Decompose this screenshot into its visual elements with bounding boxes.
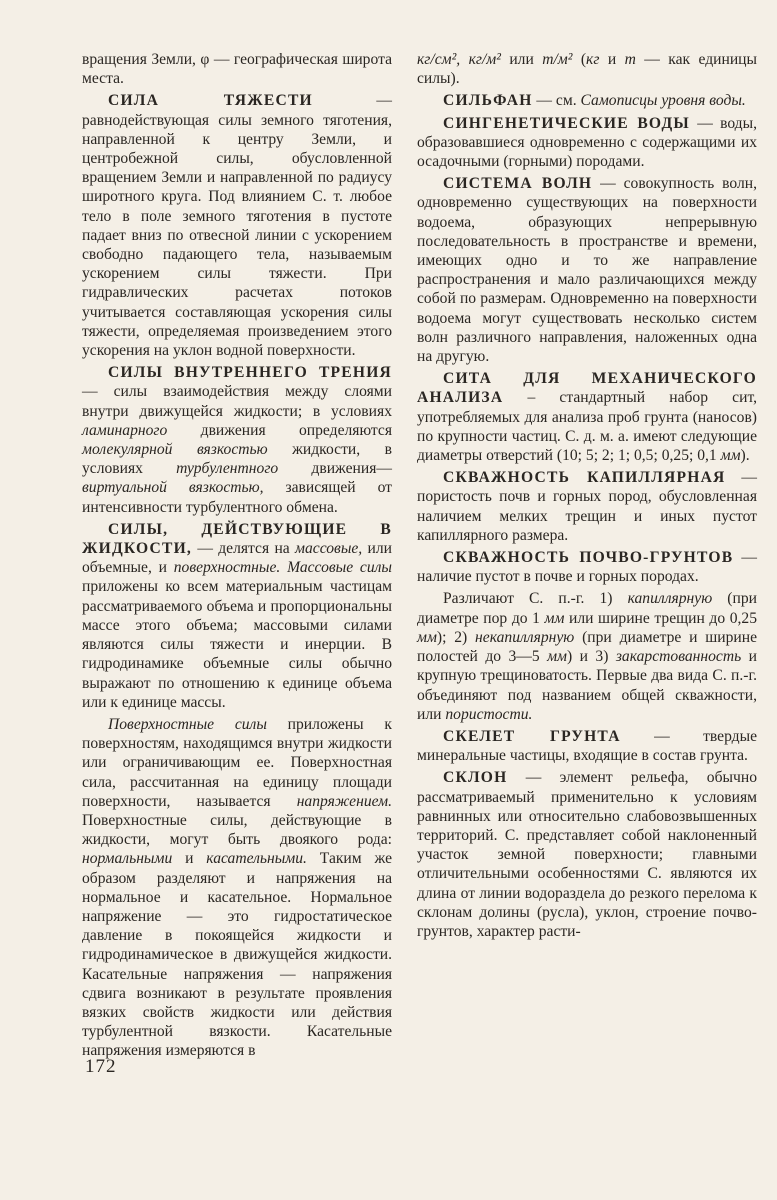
headword: СКЕЛЕТ ГРУНТА — [443, 727, 621, 745]
headword: СКВАЖНОСТЬ ПОЧВО-ГРУНТОВ — [443, 549, 734, 567]
italic-term: кг/см², — [417, 51, 461, 68]
text-run: вращения Земли, φ — географическая широта места. — [82, 51, 392, 88]
entry-paragraph — [82, 91, 392, 360]
headword: СИЛЫ ВНУТРЕННЕГО ТРЕНИЯ — [108, 364, 392, 382]
text-run: Таким же образом разделяют и напряжения на нормальное и касательное. Нормальное напряжение — это гидростатическое давление в покоящейся жидкости и гидродинамическое в движущейся жидкости. Касательные напряжения — напряжения сдвига возникают в результате проявления вязких свойств жидкости или действия турбулентной вязкости. Касательные напряжения измеряются в — [82, 850, 392, 1060]
italic-term: некапиллярную — [475, 628, 575, 646]
text-run: — как единицы силы). — [417, 51, 757, 88]
headword: СИНГЕНЕТИЧЕСКИЕ ВОДЫ — [443, 114, 690, 132]
text-run: – стандартный набор сит, употребляемых для анализа проб грунта (наносов) по крупности частиц. С. д. м. а. имеют следующие диаметры отверстий (10; 5; 2; 1; 0,5; 0,25; 0,1 — [417, 389, 757, 465]
text-run: — воды, образовавшиеся одновременно с содержащими их осадочными (горными) породами. — [417, 114, 757, 171]
text-run: Поверхностные силы, действующие в жидкости, могут быть двоякого рода: — [82, 811, 392, 849]
headword: СКВАЖНОСТЬ КАПИЛЛЯРНАЯ — [443, 469, 726, 487]
italic-term: пористости. — [445, 705, 533, 723]
italic-term: массовые, — [295, 540, 363, 558]
text-run: — твердые минеральные частицы, входящие в состав грунта. — [417, 727, 758, 765]
entry-paragraph — [417, 548, 757, 586]
italic-term: молекулярной вязкостью — [82, 441, 268, 459]
text-run: — делятся на — [192, 540, 296, 558]
text-run: зависящей от интенсивности турбулентного обмена. — [82, 479, 392, 516]
italic-term: поверхностные. — [173, 559, 281, 577]
entry-paragraph — [82, 715, 392, 1061]
text-run: движения— — [278, 460, 392, 478]
headword: СИСТЕМА ВОЛН — [443, 175, 593, 193]
text-run: — равнодействующая силы земного тяготения, направленной к центру Земли, и центробежной силы, обусловленной вращением Земли и направленной по радиусу широтного круга. Под влиянием С. т. любое тело в поле земного тяготения в пустоте падает вниз по отвесной линии с ускорением свободно падающего тела, называемым ускорением силы тяжести. При гидравлических расчетах потоков учитывается составляющая ускорения силы тяжести, определяемая произведением этого ускорения на уклон водной поверхности. — [82, 92, 392, 360]
text-run: — элемент рельефа, обычно рассматриваемый применительно к условиям равнинных или относительно слабовозвышенных территорий. С. представляет собой наклоненный участок земной поверхности; главными отличительными особенностями С. являются их длина от линии водораздела до резкого перелома к склонам долины (русла), уклон, строение почво-грунтов, характер расти- — [417, 769, 757, 940]
italic-term: мм — [417, 628, 437, 646]
text-run: и крупную трещиноватость. Первые два вида С. п.-г. объединяют под названием общей скважности, или — [417, 648, 757, 723]
italic-term: ламинарного — [82, 421, 168, 439]
italic-term: Массовые силы — [287, 559, 392, 577]
text-run: — совокупность волн, одновременно существующих на поверхности водоема, образующих непрерывную последовательность в пространстве и времени, имеющих одно и то же направление распространения и мало различающихся между собой по размерам. Одновременно на поверхности водоема могут существовать несколько систем волн различного направления, наложенных одна на другую. — [417, 175, 758, 366]
entry-paragraph — [417, 174, 757, 366]
italic-term: т/м² — [542, 51, 573, 68]
text-run: приложены к поверхностям, находящимся внутри жидкости или ограничивающим ее. Поверхностная сила, рассчитанная на единицу площади поверхности, называется — [82, 715, 392, 810]
entry-paragraph — [417, 50, 757, 88]
headword: СИЛЬФАН — [443, 92, 533, 110]
italic-term: кг — [586, 51, 600, 68]
italic-term: закарстованность — [615, 648, 742, 666]
italic-term: касательными. — [206, 850, 307, 868]
headword: СИЛЫ, ДЕЙСТВУЮЩИЕ В ЖИДКОСТИ, — [82, 520, 392, 558]
entry-paragraph — [417, 369, 757, 465]
text-run: — см. — [532, 92, 581, 110]
italic-term: кг/м² — [468, 51, 501, 68]
text-run: или объемные, и — [82, 540, 392, 577]
italic-term: мм — [547, 648, 568, 666]
text-run: и — [599, 51, 625, 68]
text-run: (при диаметре и ширине полостей до 3—5 — [417, 628, 758, 666]
text-run: жидкости, в условиях — [82, 441, 392, 478]
text-run — [460, 51, 468, 68]
text-run: приложены ко всем материальным частицам рассматриваемого объема и пропорциональны массе этого объема; массовыми силами являются силы тяжести и инерции. В гидродинамике объемные силы обычно выражают по отношению к единице объема или к единице массы. — [82, 578, 392, 711]
entry-paragraph — [417, 589, 757, 723]
text-run: ( — [572, 51, 587, 68]
italic-term: капиллярную — [627, 590, 713, 608]
headword: СИЛА ТЯЖЕСТИ — [108, 92, 313, 110]
italic-term: Поверхностные силы — [108, 715, 267, 733]
italic-term: нормальными — [82, 850, 173, 868]
entry-paragraph — [82, 520, 392, 712]
entry-paragraph — [417, 91, 757, 110]
text-run: или ширине трещин до 0,25 — [564, 609, 757, 627]
italic-term: т — [624, 51, 636, 68]
text-run: — пористость почв и горных пород, обусловленная наличием мелких трещин и иных пустот капиллярного размера. — [417, 469, 757, 544]
italic-term: Самописцы уровня воды. — [580, 92, 746, 110]
page-number: 172 — [85, 1056, 117, 1077]
text-run: и — [172, 850, 207, 868]
italic-term: турбулентного — [176, 460, 279, 478]
right-column — [417, 50, 757, 944]
text-run: — силы взаимодействия между слоями внутри движущейся жидкости; в условиях — [82, 383, 392, 420]
entry-paragraph — [82, 363, 392, 517]
italic-term: напряжением. — [296, 792, 392, 810]
headword: СИТА ДЛЯ МЕХАНИЧЕСКОГО АНАЛИЗА — [417, 370, 757, 407]
text-run: ); 2) — [436, 628, 476, 646]
italic-term: мм — [544, 609, 565, 627]
entry-paragraph — [417, 114, 757, 172]
left-column — [82, 50, 392, 1064]
text-run: ). — [740, 447, 750, 465]
italic-term: мм — [720, 447, 741, 465]
text-run: (при диаметре пор до 1 — [417, 590, 757, 627]
text-run: движения определяются — [167, 421, 392, 439]
headword: СКЛОН — [443, 769, 508, 787]
entry-paragraph — [417, 768, 757, 941]
entry-paragraph — [417, 468, 757, 545]
italic-term: виртуальной вязкостью, — [82, 479, 264, 497]
text-run: или — [500, 51, 543, 68]
text-run: ) и 3) — [567, 648, 616, 666]
entry-paragraph — [82, 50, 392, 88]
entry-paragraph — [417, 727, 757, 765]
text-run: Различают С. п.-г. 1) — [443, 590, 628, 608]
text-run: — наличие пустот в почве и горных породах. — [417, 549, 757, 586]
